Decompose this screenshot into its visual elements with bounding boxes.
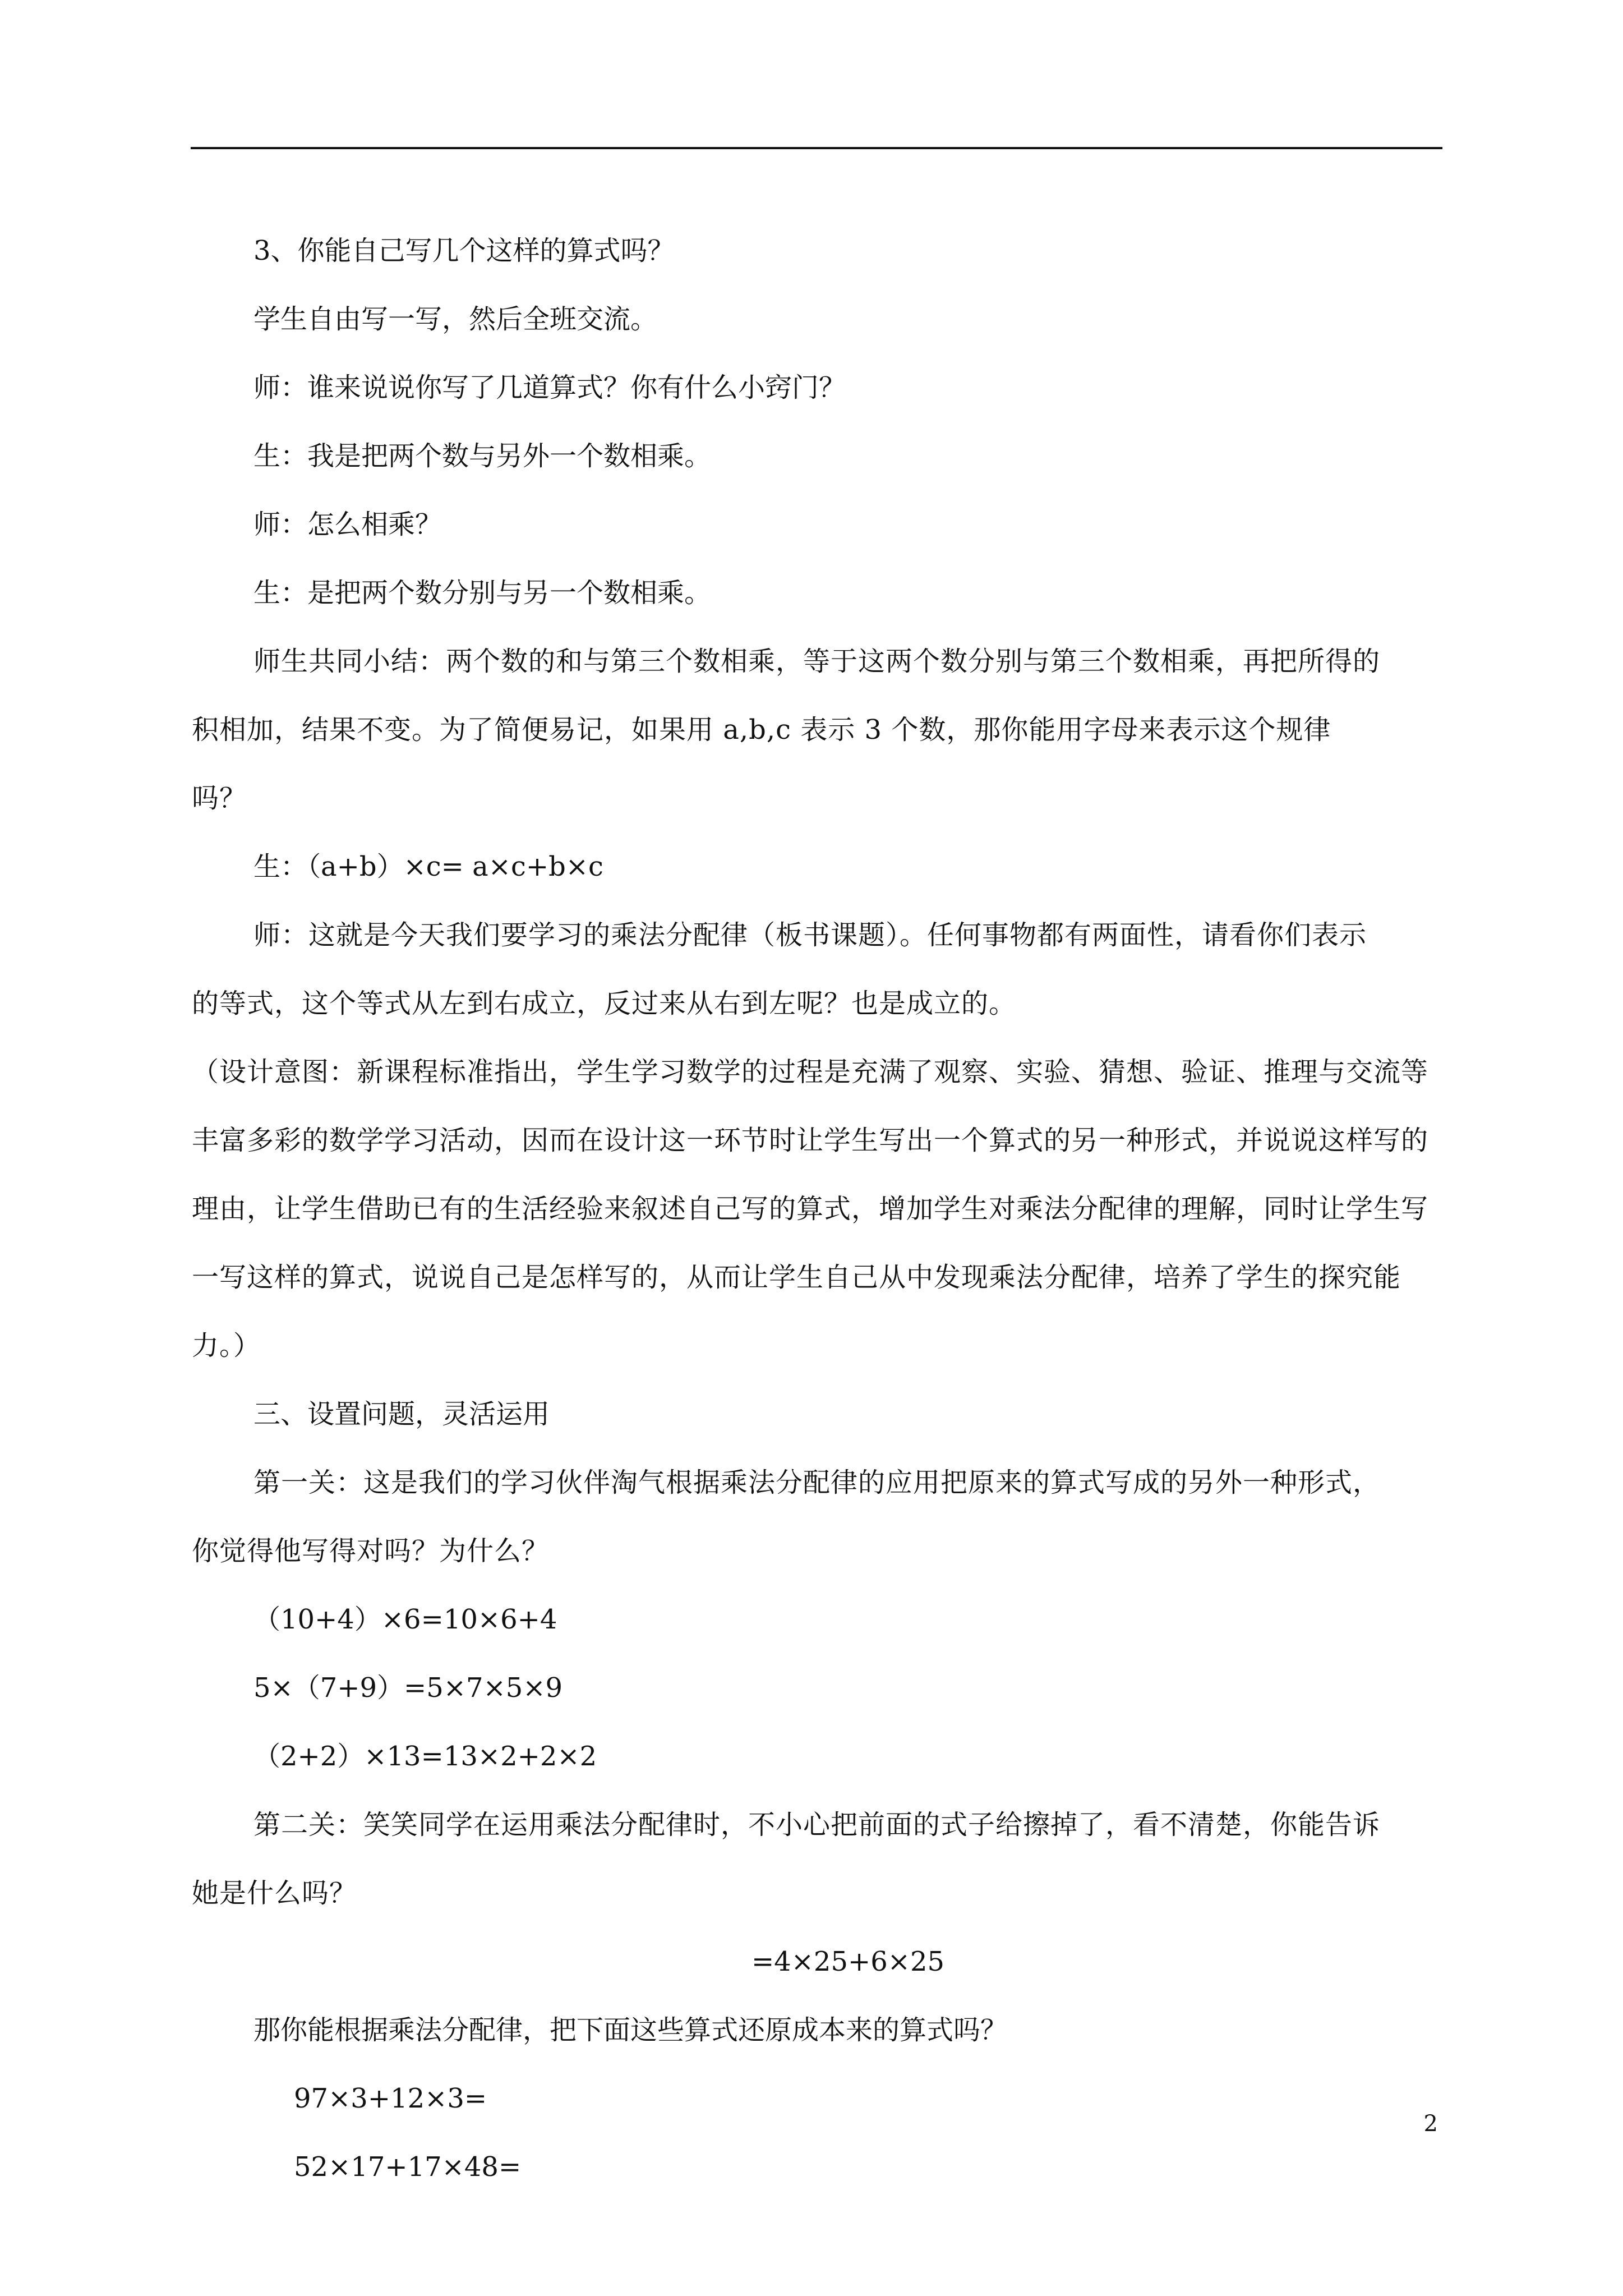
formula-centered: =4×25+6×25 [751, 1946, 945, 1977]
paragraph-student-answer-2: 生：是把两个数分别与另一个数相乘。 [253, 577, 712, 609]
header-rule [191, 147, 1442, 149]
paragraph-students-write: 学生自由写一写，然后全班交流。 [253, 303, 658, 335]
paragraph-summary: 师生共同小结：两个数的和与第三个数相乘，等于这两个数分别与第三个数相乘，再把所得的积相加，结果不变。为了简便易记，如果用 a,b,c 表示 3 个数，那你能用字母来表示这个规律吗？ [192, 646, 1381, 814]
page-number: 2 [1423, 2111, 1438, 2137]
document-body [192, 217, 1442, 2201]
paragraph-level-2: 第二关：笑笑同学在运用乘法分配律时，不小心把前面的式子给擦掉了，看不清楚，你能告诉她是什么吗？ [192, 1809, 1381, 1909]
paragraph-teacher-ask: 师：谁来说说你写了几道算式？你有什么小窍门？ [253, 372, 846, 403]
paragraph-restore: 那你能根据乘法分配律，把下面这些算式还原成本来的算式吗？ [253, 2014, 1008, 2046]
paragraph-level-1: 第一关：这是我们的学习伙伴淘气根据乘法分配律的应用把原来的算式写成的另外一种形式，你觉得他写得对吗？为什么？ [192, 1467, 1381, 1567]
paragraph-design-intent: （设计意图：新课程标准指出，学生学习数学的过程是充满了观察、实验、猜想、验证、推理与交流等丰富多彩的数学学习活动，因而在设计这一环节时让学生写出一个算式的另一种形式，并说说这样写的理由，让学生借助已有的生活经验来叙述自己写的算式，增加学生对乘法分配律的理解，同时让学生写一写这样的算式，说说自己是怎样写的，从而让学生自己从中发现乘法分配律，培养了学生的探究能力。） [192, 1056, 1429, 1361]
section-heading-3: 三、设置问题，灵活运用 [253, 1398, 550, 1430]
formula-line-1: （10+4）×6=10×6+4 [253, 1604, 557, 1635]
exercise-1: 97×3+12×3= [294, 2083, 487, 2114]
formula-line-2: 5×（7+9）=5×7×5×9 [253, 1672, 563, 1704]
paragraph-teacher-how: 师：怎么相乘？ [253, 509, 442, 540]
formula-line-3: （2+2）×13=13×2+2×2 [253, 1741, 597, 1772]
exercise-2: 52×17+17×48= [294, 2151, 522, 2183]
paragraph-formula: 生：（a+b）×c= a×c+b×c [253, 851, 603, 882]
paragraph-question-3: 3、你能自己写几个这样的算式吗？ [253, 235, 675, 266]
paragraph-student-answer-1: 生：我是把两个数与另外一个数相乘。 [253, 440, 712, 472]
paragraph-teacher-law: 师：这就是今天我们要学习的乘法分配律（板书课题）。任何事物都有两面性，请看你们表示的等式，这个等式从左到右成立，反过来从右到左呢？也是成立的。 [192, 919, 1367, 1019]
